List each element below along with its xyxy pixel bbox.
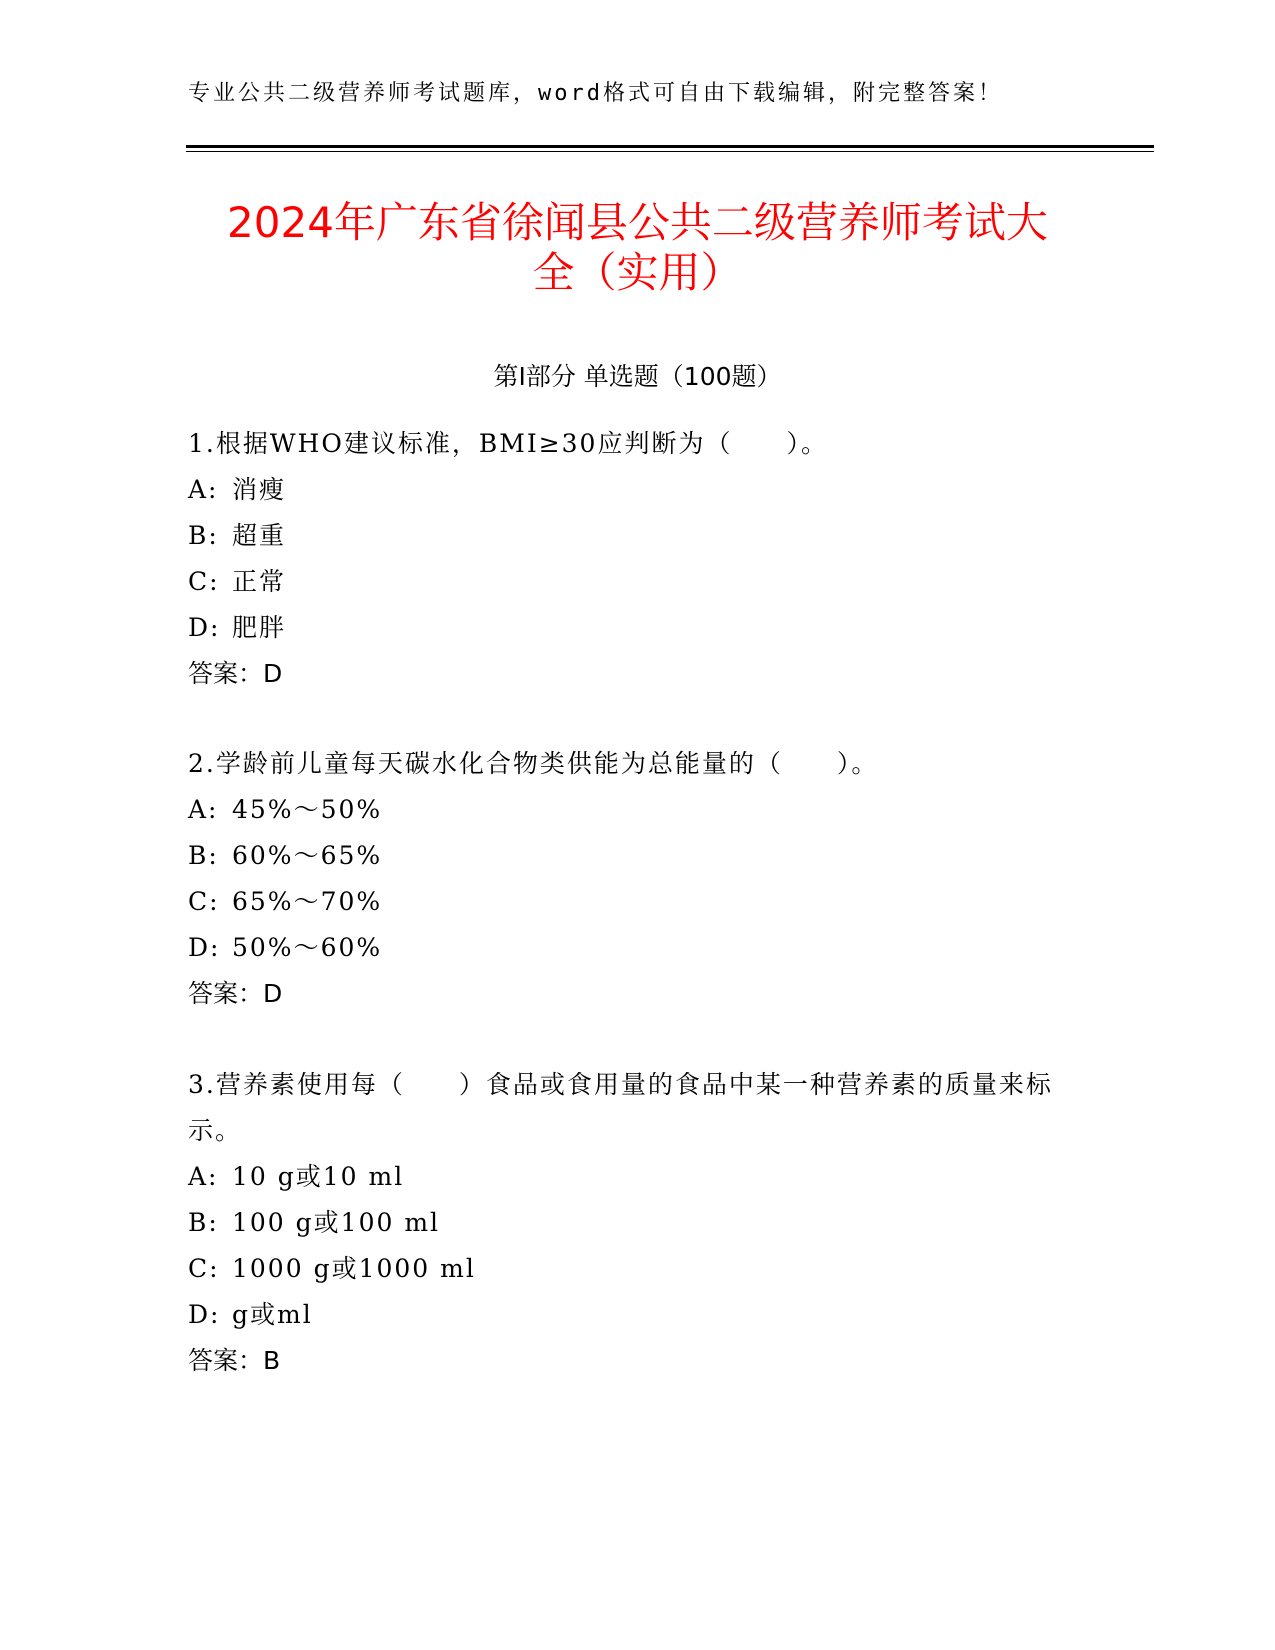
option-letter: C: — [188, 887, 220, 916]
option-b — [188, 513, 1088, 559]
document-title — [170, 198, 1105, 298]
option-letter: A: — [188, 1162, 219, 1191]
answer: 答案：D — [188, 979, 283, 1008]
header-rule-thin — [186, 151, 1154, 152]
option-text: 65%～70% — [232, 887, 383, 916]
option-letter: B: — [188, 1208, 219, 1237]
question-stem: 3.营养素使用每（ ）食品或食用量的食品中某一种营养素的质量来标示。 — [188, 1070, 1053, 1145]
option-text: 正常 — [232, 567, 287, 596]
option-text: 肥胖 — [232, 613, 287, 642]
option-b — [188, 1200, 1068, 1246]
option-c — [188, 559, 1088, 605]
option-text: 100 g或100 ml — [232, 1208, 441, 1237]
option-a — [188, 1154, 1068, 1200]
option-letter: A: — [188, 795, 219, 824]
option-letter: B: — [188, 841, 219, 870]
option-text: 消瘦 — [232, 475, 287, 504]
option-d — [188, 925, 1088, 971]
question-stem: 1.根据WHO建议标准，BMI≥30应判断为（ ）。 — [188, 429, 828, 458]
option-text: 1000 g或1000 ml — [232, 1254, 476, 1283]
option-d — [188, 1292, 1068, 1338]
option-letter: D: — [188, 933, 221, 962]
option-b — [188, 833, 1088, 879]
question-stem: 2.学龄前儿童每天碳水化合物类供能为总能量的（ ）。 — [188, 749, 879, 778]
option-text: 超重 — [232, 521, 287, 550]
option-letter: A: — [188, 475, 219, 504]
question-3 — [188, 1062, 1068, 1384]
option-c — [188, 879, 1088, 925]
section-title: 第Ⅰ部分 单选题（100题） — [493, 362, 782, 391]
question-1 — [188, 421, 1088, 697]
option-text: 60%～65% — [232, 841, 383, 870]
option-text: 50%～60% — [232, 933, 383, 962]
option-d — [188, 605, 1088, 651]
option-text: 45%～50% — [232, 795, 383, 824]
option-letter: D: — [188, 1300, 221, 1329]
option-text: 10 g或10 ml — [232, 1162, 405, 1191]
header-rule-thick — [186, 145, 1154, 148]
answer: 答案：B — [188, 1346, 281, 1375]
question-2 — [188, 741, 1088, 1017]
header-note: 专业公共二级营养师考试题库，word格式可自由下载编辑，附完整答案！ — [188, 81, 1003, 106]
option-c — [188, 1246, 1068, 1292]
option-a — [188, 467, 1088, 513]
option-letter: B: — [188, 521, 219, 550]
document-title-line2: 全（实用） — [532, 248, 743, 297]
option-letter: D: — [188, 613, 221, 642]
document-title-line1: 2024年广东省徐闻县公共二级营养师考试大 — [227, 198, 1048, 247]
option-text: g或ml — [232, 1300, 313, 1329]
option-letter: C: — [188, 567, 220, 596]
option-a — [188, 787, 1088, 833]
answer: 答案：D — [188, 659, 283, 688]
option-letter: C: — [188, 1254, 220, 1283]
